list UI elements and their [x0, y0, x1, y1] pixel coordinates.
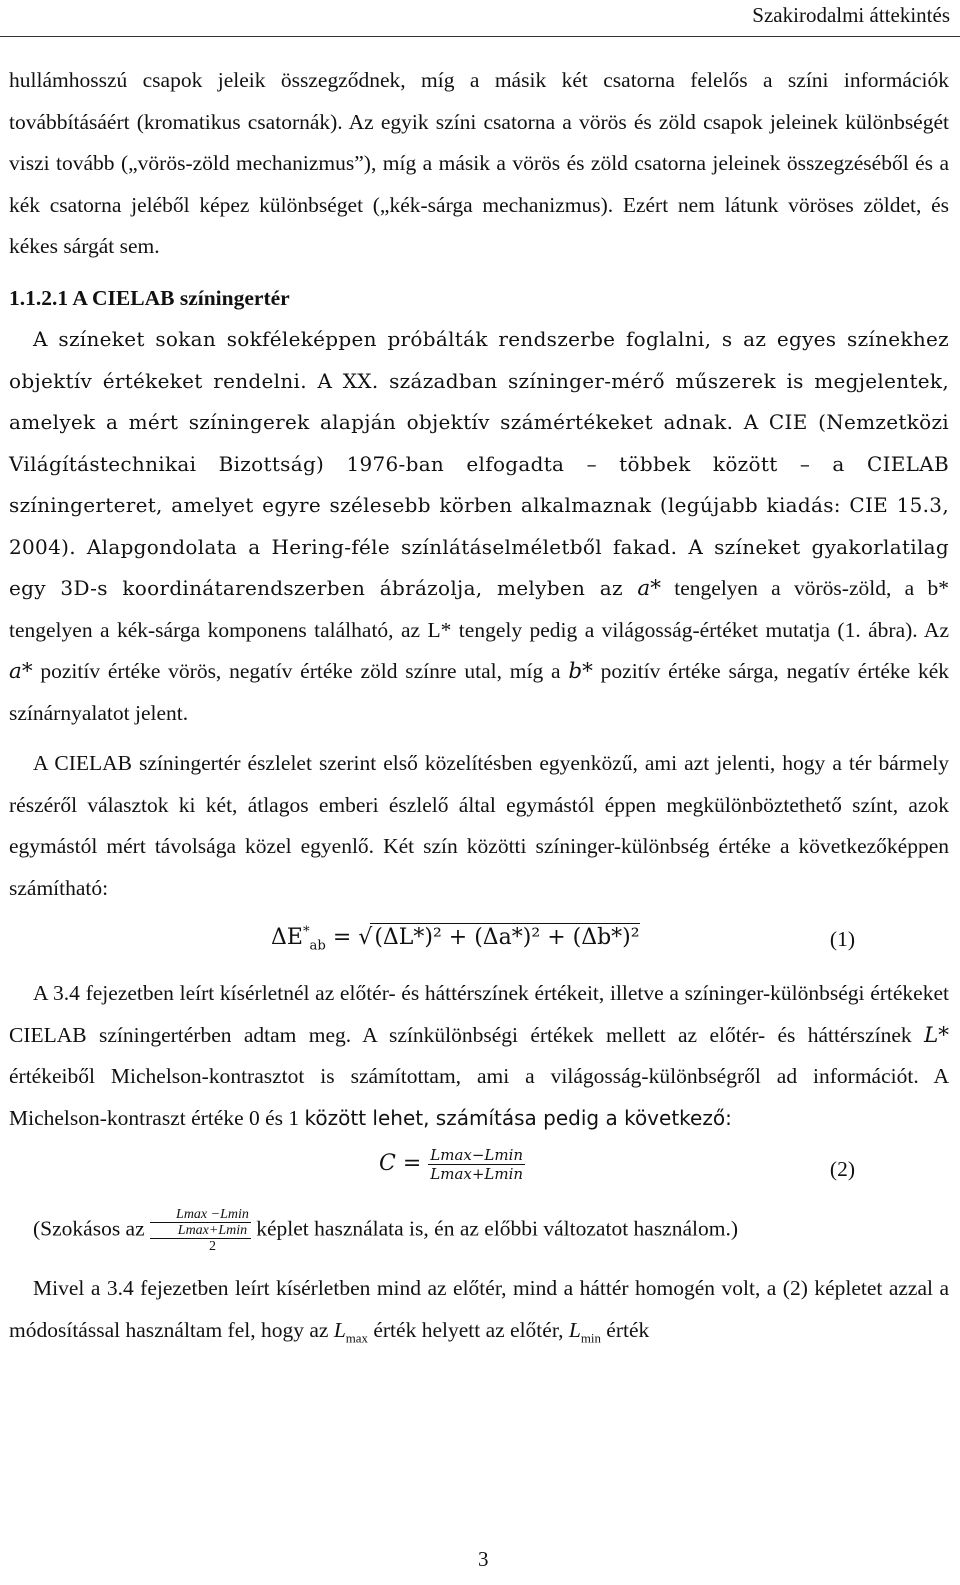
equation-1 [9, 909, 949, 973]
paragraph-4-part-c: között lehet, számítása pedig a következő: [304, 1105, 732, 1130]
lmax-symbol: L [333, 1317, 346, 1342]
equation-2 [9, 1139, 949, 1201]
variable-a-2: a* [9, 659, 33, 684]
paragraph-5-part-a: (Szokásos az [33, 1216, 151, 1241]
paragraph-2 [9, 319, 949, 734]
paragraph-6 [9, 1268, 949, 1351]
equation-2-number: (2) [829, 1157, 855, 1181]
paragraph-2-part-b: tengelyen a vörös-zöld, a b* tengelyen a kék-sárga komponens található, az L* tengely pedig a világosság-értéket mutatja (1. ábra). Az [9, 576, 949, 642]
eq1-sub: ab [309, 938, 326, 954]
paragraph-6-part-c: érték [600, 1317, 650, 1342]
paragraph-6-part-a: Mivel a 3.4 fejezetben leírt kísérletben mind az előtér, mind a háttér homogén volt, a (2) képletet azzal a módosítással használtam fel, hogy az [9, 1276, 949, 1342]
eq2-fraction [428, 1146, 525, 1183]
paragraph-4-part-b: értékeiből Michelson-kontrasztot is számítottam, ami a világosság-különbségről ad információt. A Michelson-kontraszt értéke 0 és 1 [9, 1064, 949, 1130]
eq1-lhs: ΔE [271, 925, 303, 950]
lmin-subscript: min [580, 1330, 601, 1345]
lmin-symbol: L [568, 1317, 581, 1342]
page-header [0, 0, 960, 37]
variable-L: L* [923, 1022, 949, 1048]
paragraph-6-part-b: érték helyett az előtér, [367, 1317, 569, 1342]
variable-a: a* [637, 576, 661, 601]
paragraph-2-part-c: pozitív értéke vörös, negatív értéke zöld színre utal, míg a [32, 659, 569, 683]
paragraph-1: hullámhosszú csapok jeleik összegződnek, míg a másik két csatorna felelős a színi információk továbbításáért (kromatikus csatornák). Az egyik színi csatorna a vörös és zöld csapok jeleinek különbségét viszi tovább („vörös-zöld mechanizmus”), míg a másik a vörös és zöld csatorna jeleinek összegzéséből és a kék csatorna jeléből képez különbséget („kék-sárga mechanizmus). Ezért nem látunk vöröses zöldet, és kékes sárgát sem. [9, 68, 949, 258]
paragraph-3: A CIELAB színingertér észlelet szerint első közelítésben egyenközű, ami azt jelenti, hogy a tér bármely részéről választok ki két, átlagos emberi észlelő által egymástól éppen megkülönböztethető színt, azok egymástól mért távolsága közel egyenlő. Két szín közötti színinger-különbség értéke a következőképpen számítható: [9, 751, 949, 900]
document-body [9, 60, 949, 1351]
inline-fraction-denominator: 2 [208, 1239, 216, 1254]
paragraph-2-part-d: pozitív értéke sárga, negatív értéke kék színárnyalatot jelent. [9, 659, 949, 725]
section-heading: 1.1.2.1 A CIELAB színingertér [9, 285, 290, 310]
paragraph-4-part-a: A 3.4 fejezetben leírt kísérletnél az előtér- és háttérszínek értékeit, illetve a színinger-különbségi értékeket CIELAB színingertérben adtam meg. A színkülönbségi értékek mellett az előtér- és háttérszínek [9, 981, 949, 1047]
paragraph-5 [9, 1207, 949, 1254]
inline-fraction [150, 1207, 251, 1254]
eq1-sup: * [302, 924, 310, 940]
paragraph-4 [9, 973, 949, 1139]
lmax-subscript: max [345, 1330, 368, 1345]
eq2-denominator: Lmax+Lmin [430, 1164, 524, 1183]
eq2-numerator: Lmax−Lmin [430, 1145, 524, 1164]
equation-2-body [379, 1143, 525, 1185]
paragraph-2-part-a: A színeket sokan sokféleképpen próbálták rendszerbe foglalni, s az egyes színekhez objektív értékeket rendelni. A XX. században színinger-mérő műszerek is megjelentek, amelyek a mért színingerek alapján objektív számértékeket adnak. A CIE (Nemzetközi Világítástechnikai Bizottság) 1976-ban elfogadta – többek között – a CIELAB színingerteret, amelyet egyre szélesebb körben alkalmaznak (legújabb kiadás: CIE 15.3, 2004). Alapgondolata a Hering-féle színlátáselméletből fakad. A színeket gyakorlatilag egy 3D-s koordinátarendszerben ábrázolja, melyben az [9, 327, 949, 600]
inline-fraction-middle: Lmax+Lmin [150, 1223, 251, 1239]
variable-b: b* [568, 659, 593, 684]
eq1-radicand: (ΔL*)² + (Δa*)² + (Δb*)² [370, 923, 639, 952]
section-title: Szakirodalmi áttekintés [752, 3, 950, 27]
equation-1-body: $\Delta E^*_{ab} = √(\Delta L*)^2 + (\Delta a*)^2 + (\Delta b*)^2$ [271, 924, 640, 954]
equation-1-number: (1) [829, 927, 855, 951]
page-number: 3 [478, 1547, 489, 1571]
eq2-lhs: C = [379, 1151, 422, 1176]
inline-fraction-numerator: Lmax −Lmin [150, 1207, 251, 1223]
paragraph-5-part-b: képlet használata is, én az előbbi változatot használom.) [250, 1216, 739, 1241]
